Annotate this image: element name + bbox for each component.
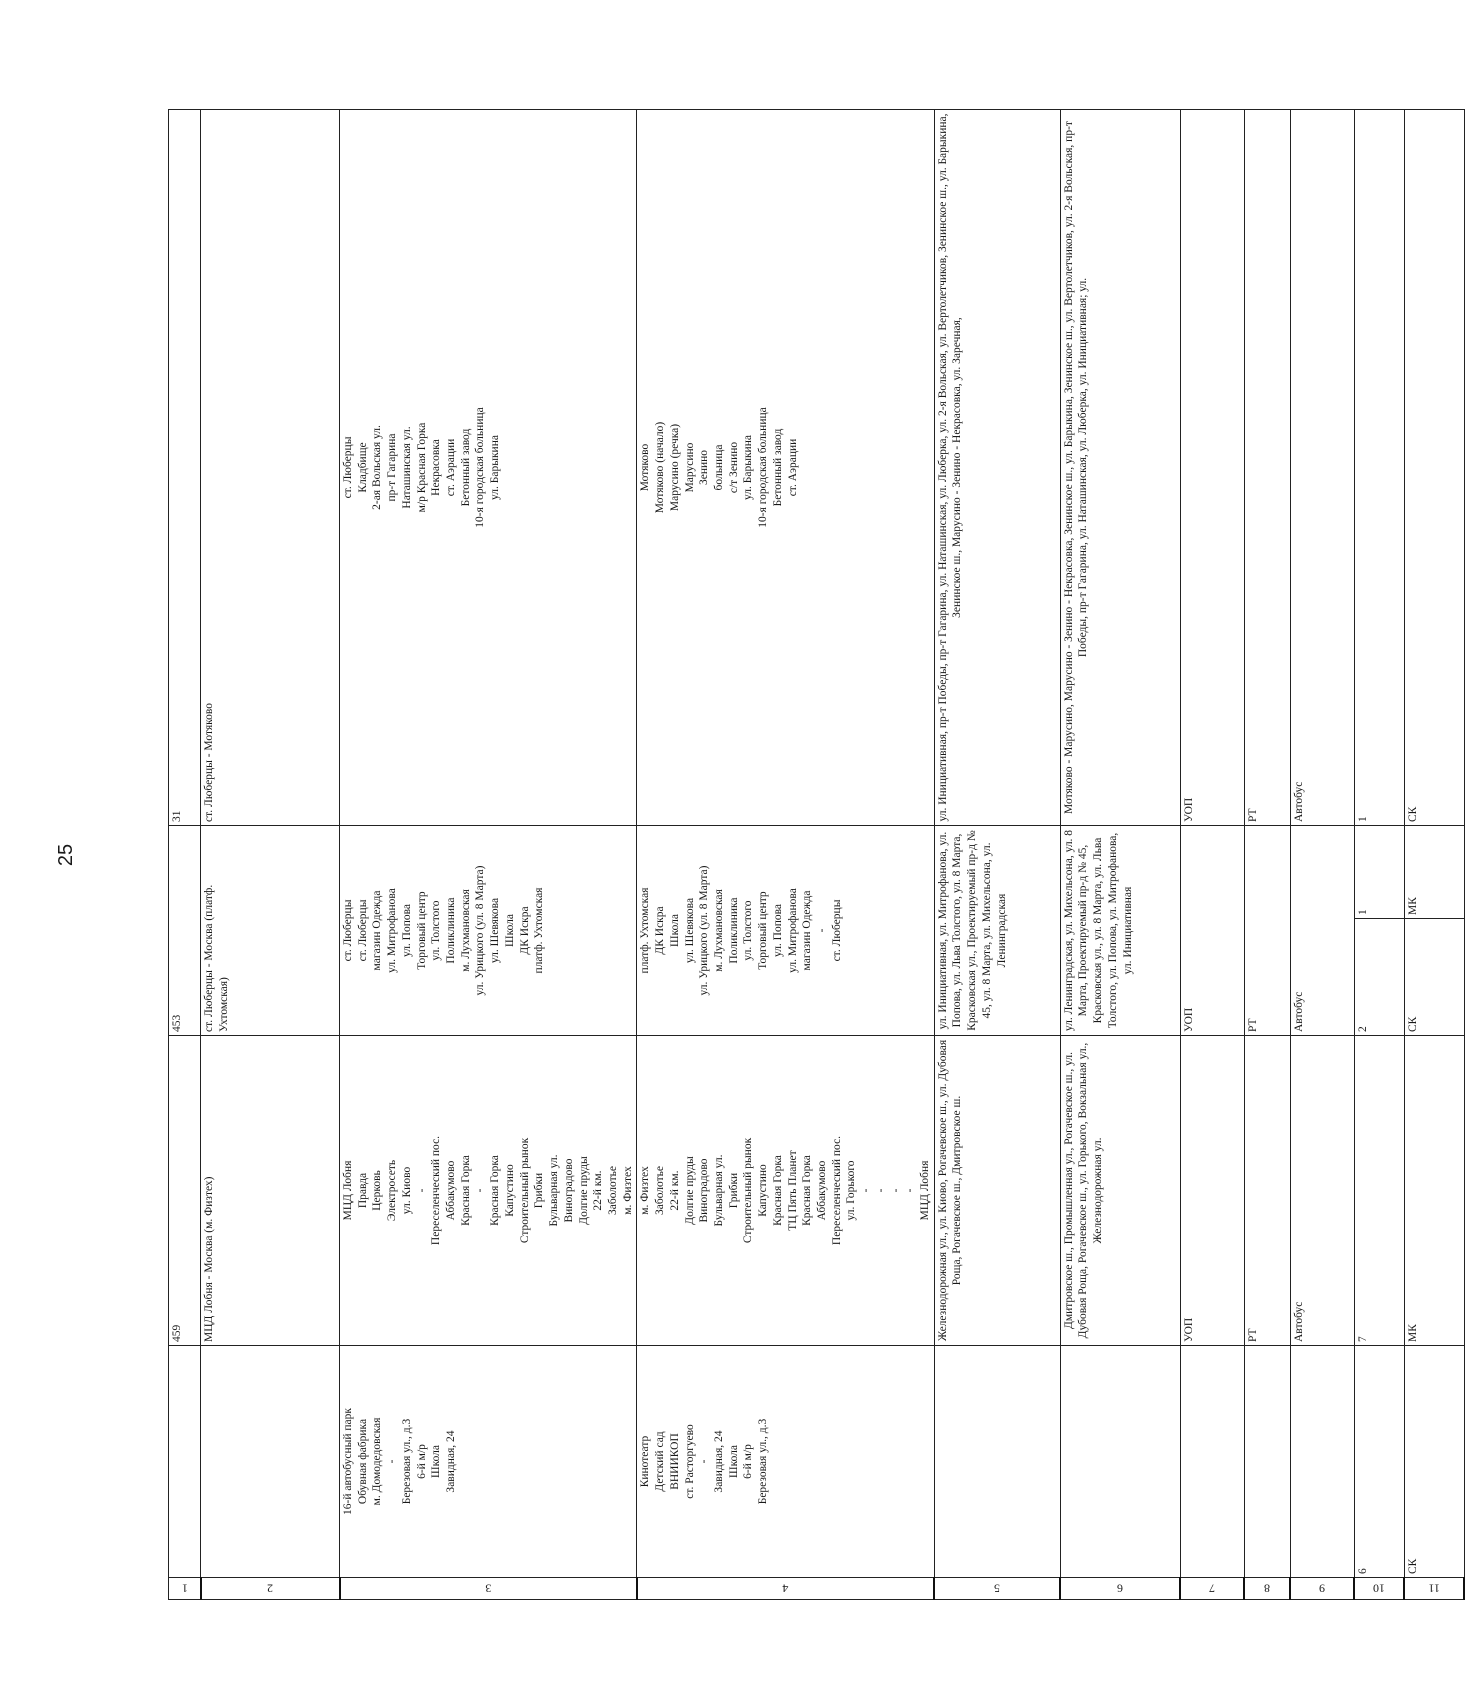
cell-r2-c8: РТ xyxy=(1244,826,1290,1036)
cell-r3-c5: ул. Инициативная, пр-т Победы, пр-т Гагарина, ул. Наташинская, ул. Люберка, ул. 2-я Вольская, ул. Вертолетчиков, Зенинское ш., ул. Барыкина, Зенинское ш., Марусино - Зенино - Некрасовка, ул. Заречная, xyxy=(934,110,1060,826)
doc-column-10 xyxy=(1354,110,1404,1600)
cell-r0-c3: 16-й автобусный парк Обувная фабрика м. Домодедовская - Березовая ул., д.3 6-й м/р Школа Завидная, 24 xyxy=(340,1346,637,1578)
cell-r2-c11-part2: МК xyxy=(1406,897,1419,915)
cell-r0-c2 xyxy=(201,1346,340,1578)
cell-r1-c5: Железнодорожная ул., ул. Киово, Рогачевское ш., ул. Дубовая Роща, Рогачевское ш., Дмитровское ш. xyxy=(934,1036,1060,1346)
cell-r2-c4: платф. Ухтомская ДК Искра Школа ул. Шевякова ул. Урицкого (ул. 8 Марта) м. Лухмановская Поликлиника ул. Толстого Торговый центр ул. Попова ул. Митрофанова магазин Одежда - ст. Люберцы xyxy=(637,826,934,1036)
cell-r1-c9: Автобус xyxy=(1290,1036,1354,1346)
cell-r1-c4: м. Физтех Заболотье 22-й км. Долгие пруды Виноградово Бульварная ул. Грибки Строительный рынок Капустино Красная Горка ТЦ Пять Планет Красная Горка Аббакумово Переселенческий пос. ул. Горького - - - - МЦД Лобня xyxy=(637,1036,934,1346)
column-number-4: 4 xyxy=(637,1578,934,1600)
cell-r1-c10: 7 xyxy=(1354,1036,1404,1346)
column-number-8: 8 xyxy=(1244,1578,1290,1600)
doc-column-8 xyxy=(1244,110,1290,1600)
rotated-table-wrapper xyxy=(168,110,1441,1600)
cell-r0-c11: СК xyxy=(1404,1346,1464,1578)
doc-column-3 xyxy=(340,110,637,1600)
page-number: 25 xyxy=(54,843,77,867)
cell-r0-c5 xyxy=(934,1346,1060,1578)
cell-r1-c8: РТ xyxy=(1244,1036,1290,1346)
cell-r2-c1: 453 xyxy=(169,826,201,1036)
column-number-1: 1 xyxy=(169,1578,201,1600)
cell-r2-c7: УОП xyxy=(1180,826,1244,1036)
cell-r2-c3: ст. Люберцы ст. Люберцы магазин Одежда ул. Митрофанова ул. Попова Торговый центр ул. Толстого Поликлиника м. Лухмановская ул. Урицкого (ул. 8 Марта) ул. Шевякова Школа ДК Искра платф. Ухтомская xyxy=(340,826,637,1036)
column-number-6: 6 xyxy=(1060,1578,1180,1600)
cell-r3-c3: ст. Люберцы Кладбище 2-ая Вольская ул. пр-т Гагарина Наташинская ул. м/р Красная Горка Некрасовка ст. Аэрации Бетонный завод 10-я городская больница ул. Барыкина xyxy=(340,110,637,826)
column-number-11: 11 xyxy=(1404,1578,1464,1600)
cell-r2-c10 xyxy=(1354,826,1404,1036)
cell-r2-c5: ул. Инициативная, ул. Митрофанова, ул. Попова, ул. Льва Толстого, ул. 8 Марта, Красковская ул., Проектируемый пр-д № 45, ул. 8 Марта, ул. Михельсона, ул. Ленинградская xyxy=(934,826,1060,1036)
doc-column-6 xyxy=(1060,110,1180,1600)
column-number-10: 10 xyxy=(1354,1578,1404,1600)
cell-r3-c8: РТ xyxy=(1244,110,1290,826)
doc-column-2 xyxy=(201,110,340,1600)
cell-r1-c1: 459 xyxy=(169,1036,201,1346)
column-number-9: 9 xyxy=(1290,1578,1354,1600)
cell-r2-c2: ст. Люберцы - Москва (платф. Ухтомская) xyxy=(201,826,340,1036)
cell-r0-c7 xyxy=(1180,1346,1244,1578)
cell-r2-c6: ул. Ленинградская, ул. Михельсона, ул. 8 Марта, Проектируемый пр-д № 45, Красковская ул., ул. 8 Марта, ул. Льва Толстого, ул. Попова, ул. Митрофанова, ул. Инициативная xyxy=(1060,826,1180,1036)
cell-r0-c6 xyxy=(1060,1346,1180,1578)
cell-r2-c11-part1: СК xyxy=(1405,918,1464,1035)
cell-r1-c6: Дмитровское ш., Промышленная ул., Рогачевское ш., ул. Дубовая Роща, Рогачевское ш., ул. Горького, Вокзальная ул., Железнодорожная ул. xyxy=(1060,1036,1180,1346)
cell-r0-c9 xyxy=(1290,1346,1354,1578)
cell-r3-c7: УОП xyxy=(1180,110,1244,826)
cell-r2-c11 xyxy=(1404,826,1464,1036)
routes-table xyxy=(168,109,1465,1600)
cell-r3-c4: Мотяково Мотяково (начало) Марусино (речка) Марусино Зенино больница с/т Зенино ул. Барыкина 10-я городская больница Бетонный завод ст. Аэрации xyxy=(637,110,934,826)
doc-column-7 xyxy=(1180,110,1244,1600)
cell-r3-c6: Мотяково - Марусино, Марусино - Зенино - Некрасовка, Зенинское ш., ул. Барыкина, Зенинское ш., ул. Вертолетчиков, ул. 2-я Вольская, пр-т Победы, пр-т Гагарина, ул. Наташинская, ул. Люберка, ул. Инициативная; ул. xyxy=(1060,110,1180,826)
cell-r3-c11: СК xyxy=(1404,110,1464,826)
column-number-5: 5 xyxy=(934,1578,1060,1600)
cell-r2-c9: Автобус xyxy=(1290,826,1354,1036)
cell-r2-c10-part1: 2 xyxy=(1355,918,1404,1035)
doc-column-5 xyxy=(934,110,1060,1600)
cell-r1-c2: МЦД Лобня - Москва (м. Физтех) xyxy=(201,1036,340,1346)
cell-r0-c1 xyxy=(169,1346,201,1578)
column-number-7: 7 xyxy=(1180,1578,1244,1600)
cell-r3-c9: Автобус xyxy=(1290,110,1354,826)
cell-r3-c10: 1 xyxy=(1354,110,1404,826)
cell-r0-c4: Кинотеатр Детский сад ВНИИКОП ст. Расторгуево - Завидная, 24 Школа 6-й м/р Березовая ул., д.3 xyxy=(637,1346,934,1578)
column-number-3: 3 xyxy=(340,1578,637,1600)
cell-r3-c1: 31 xyxy=(169,110,201,826)
cell-r0-c10: 6 xyxy=(1354,1346,1404,1578)
cell-r0-c8 xyxy=(1244,1346,1290,1578)
doc-column-11 xyxy=(1404,110,1464,1600)
cell-r3-c2: ст. Люберцы - Мотяково xyxy=(201,110,340,826)
cell-r1-c7: УОП xyxy=(1180,1036,1244,1346)
doc-column-1 xyxy=(169,110,201,1600)
cell-r1-c3: МЦД Лобня Правда Церковь Электросеть ул. Киово - Переселенческий пос. Аббакумово Красная Горка - Красная Горка Капустино Строительный рынок Грибки Бульварная ул. Виноградово Долгие пруды 22-й км. Заболотье м. Физтех xyxy=(340,1036,637,1346)
doc-column-9 xyxy=(1290,110,1354,1600)
cell-r2-c10-part2: 1 xyxy=(1356,909,1369,915)
doc-column-4 xyxy=(637,110,934,1600)
cell-r1-c11: МК xyxy=(1404,1036,1464,1346)
column-number-2: 2 xyxy=(201,1578,340,1600)
